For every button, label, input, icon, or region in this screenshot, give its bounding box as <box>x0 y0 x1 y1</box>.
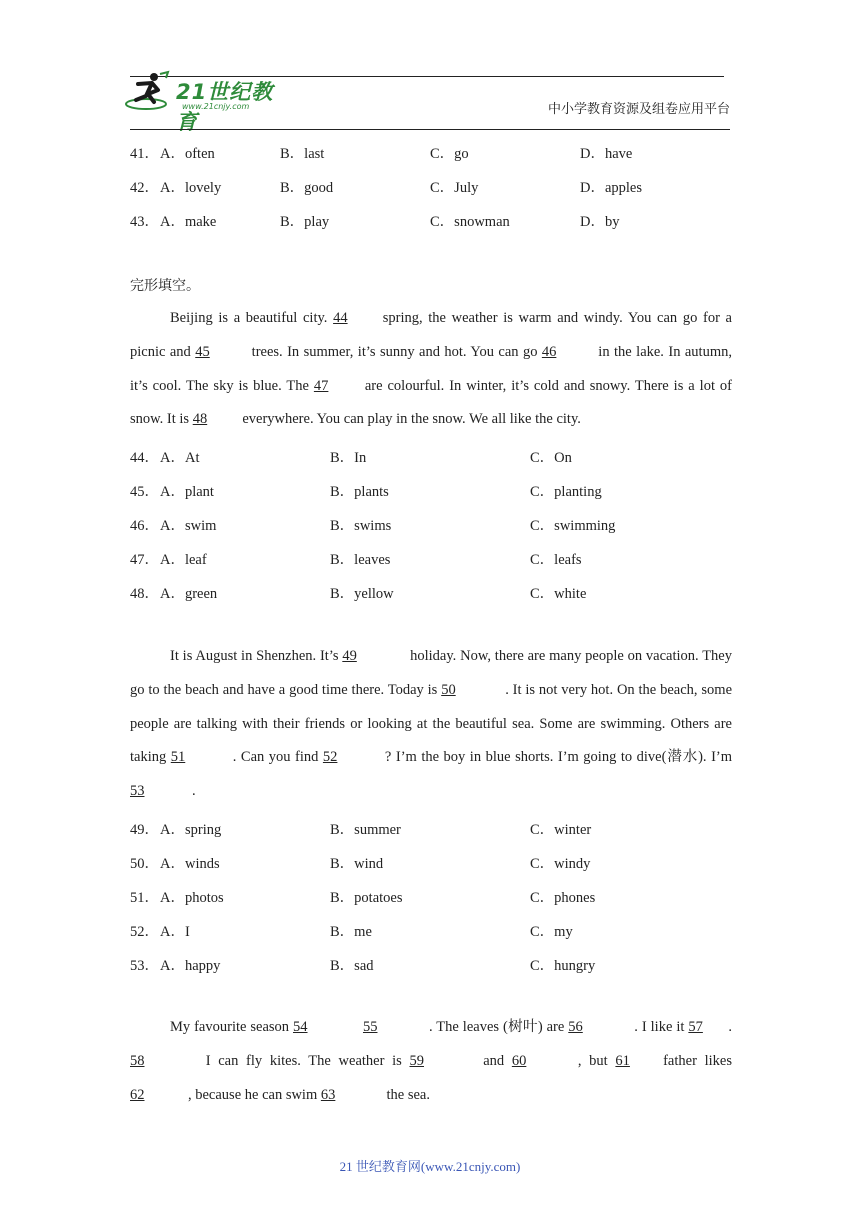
passage-text: I can fly kites. The weather is <box>198 1052 410 1069</box>
option-a: A．spring <box>160 822 222 838</box>
blank-52: 52 <box>322 749 338 766</box>
question-number: 46． <box>130 518 159 534</box>
blank-62: 62 <box>130 1086 145 1103</box>
option-a: A．winds <box>160 856 220 872</box>
option-b: B．summer <box>330 822 401 838</box>
option-c: C．leafs <box>530 552 582 568</box>
passage-text: . It is not very hot. On the beach, some people are talking with their friends or looking at the beautiful sea. Some are swimming. Others are taking <box>130 681 733 766</box>
option-c: C．white <box>530 586 587 602</box>
question-number: 41． <box>130 146 159 162</box>
passage-text: father likes <box>655 1052 732 1069</box>
passage-beijing <box>130 302 732 437</box>
option-c: C．planting <box>530 484 602 500</box>
blank-53: 53 <box>130 783 145 800</box>
option-a: A．swim <box>160 518 217 534</box>
blank-45: 45 <box>195 343 210 360</box>
passage-text: . <box>192 783 196 800</box>
option-a: A．plant <box>160 484 214 500</box>
option-b: B．plants <box>330 484 389 500</box>
option-a: A．leaf <box>160 552 207 568</box>
option-c: C．phones <box>530 890 596 906</box>
option-c: C．July <box>430 180 479 196</box>
option-b: B．good <box>280 180 334 196</box>
option-c: C．my <box>530 924 573 940</box>
option-b: B．In <box>330 450 367 466</box>
passage-favourite-season <box>130 1011 732 1112</box>
blank-56: 56 <box>568 1019 583 1035</box>
question-number: 43． <box>130 214 159 230</box>
question-number: 48． <box>130 586 159 602</box>
blank-47: 47 <box>313 377 329 394</box>
option-c: C．go <box>430 146 469 162</box>
option-b: B．last <box>280 146 325 162</box>
passage-text: , because he can swim <box>188 1086 321 1103</box>
passage-text: . <box>728 1019 732 1035</box>
option-d: D．apples <box>580 180 643 196</box>
question-number: 47． <box>130 552 159 568</box>
option-b: B．play <box>280 214 330 230</box>
blank-55: 55 <box>362 1019 378 1035</box>
passage-text: , but <box>577 1052 616 1069</box>
blank-61: 61 <box>615 1052 630 1069</box>
question-number: 44． <box>130 450 159 466</box>
option-a: A．often <box>160 146 215 162</box>
page-footer: 21 世纪教育网(www.21cnjy.com) <box>339 1159 521 1174</box>
option-b: B．wind <box>330 856 384 872</box>
site-logo <box>124 70 294 134</box>
passage-text: My favourite season <box>170 1019 294 1035</box>
question-number: 42． <box>130 180 159 196</box>
option-b: B．sad <box>330 958 374 974</box>
blank-60: 60 <box>511 1052 527 1069</box>
header-tagline: 中小学教育资源及组卷应用平台 <box>547 102 730 117</box>
passage-text: spring, the weather is warm and windy. You can go for a picnic and <box>130 310 732 360</box>
passage-text: . I like it <box>634 1019 689 1035</box>
option-b: B．swims <box>330 518 392 534</box>
passage-text: are colourful. In winter, it’s cold and snowy. There is a lot of snow. It is <box>130 377 732 428</box>
question-number: 45． <box>130 484 159 500</box>
option-a: A．make <box>160 214 217 230</box>
passage-text: ? I’m the boy in blue shorts. I’m going to dive(潜水). I’m <box>384 749 733 766</box>
option-b: B．me <box>330 924 372 940</box>
option-a: A．happy <box>160 958 221 974</box>
blank-48: 48 <box>192 411 208 428</box>
blank-57: 57 <box>688 1019 703 1035</box>
passage-text: the sea. <box>382 1086 430 1103</box>
blank-63: 63 <box>320 1086 336 1103</box>
passage-shenzhen <box>130 640 732 809</box>
header-bottom-rule <box>130 129 730 130</box>
blank-51: 51 <box>170 749 186 766</box>
passage-text: and <box>475 1052 512 1069</box>
option-d: D．by <box>580 214 620 230</box>
passage-text: everywhere. You can play in the snow. We all like the city. <box>238 411 581 428</box>
question-number: 50． <box>130 856 159 872</box>
option-a: A．At <box>160 450 200 466</box>
passage-text: . Can you find <box>232 749 323 766</box>
option-c: C．hungry <box>530 958 596 974</box>
passage-text: holiday. Now, there are many people on vacation. They go to the beach and have a good time there. Today is <box>130 648 732 698</box>
option-c: C．snowman <box>430 214 510 230</box>
option-c: C．winter <box>530 822 592 838</box>
blank-54: 54 <box>293 1019 308 1035</box>
blank-49: 49 <box>342 648 357 664</box>
option-b: B．leaves <box>330 552 391 568</box>
question-number: 49． <box>130 822 159 838</box>
question-number: 51． <box>130 890 159 906</box>
option-d: D．have <box>580 146 633 162</box>
option-c: C．swimming <box>530 518 616 534</box>
brand-name: 21世纪教育 <box>176 80 274 134</box>
passage-text: . The leaves (树叶) are <box>428 1019 569 1035</box>
question-number: 52． <box>130 924 159 940</box>
option-a: A．green <box>160 586 218 602</box>
passage-text: It is August in Shenzhen. It’s <box>170 648 343 664</box>
option-a: A．lovely <box>160 180 222 196</box>
blank-46: 46 <box>541 343 557 360</box>
passage-text: in the lake. In autumn, it’s cool. The sky is blue. The <box>130 343 732 394</box>
blank-58: 58 <box>130 1052 145 1069</box>
brand-url: www.21cnjy.com <box>182 102 250 111</box>
blank-50: 50 <box>441 681 456 698</box>
option-a: A．I <box>160 924 190 940</box>
passage-text: trees. In summer, it’s sunny and hot. You can go <box>247 343 542 360</box>
option-b: B．yellow <box>330 586 394 602</box>
passage-text: Beijing is a beautiful city. <box>170 310 334 326</box>
option-b: B．potatoes <box>330 890 403 906</box>
option-c: C．windy <box>530 856 591 872</box>
question-number: 53． <box>130 958 159 974</box>
section-heading: 完形填空。 <box>130 278 200 294</box>
option-a: A．photos <box>160 890 224 906</box>
option-c: C．On <box>530 450 572 466</box>
blank-59: 59 <box>409 1052 424 1069</box>
blank-44: 44 <box>333 310 348 326</box>
